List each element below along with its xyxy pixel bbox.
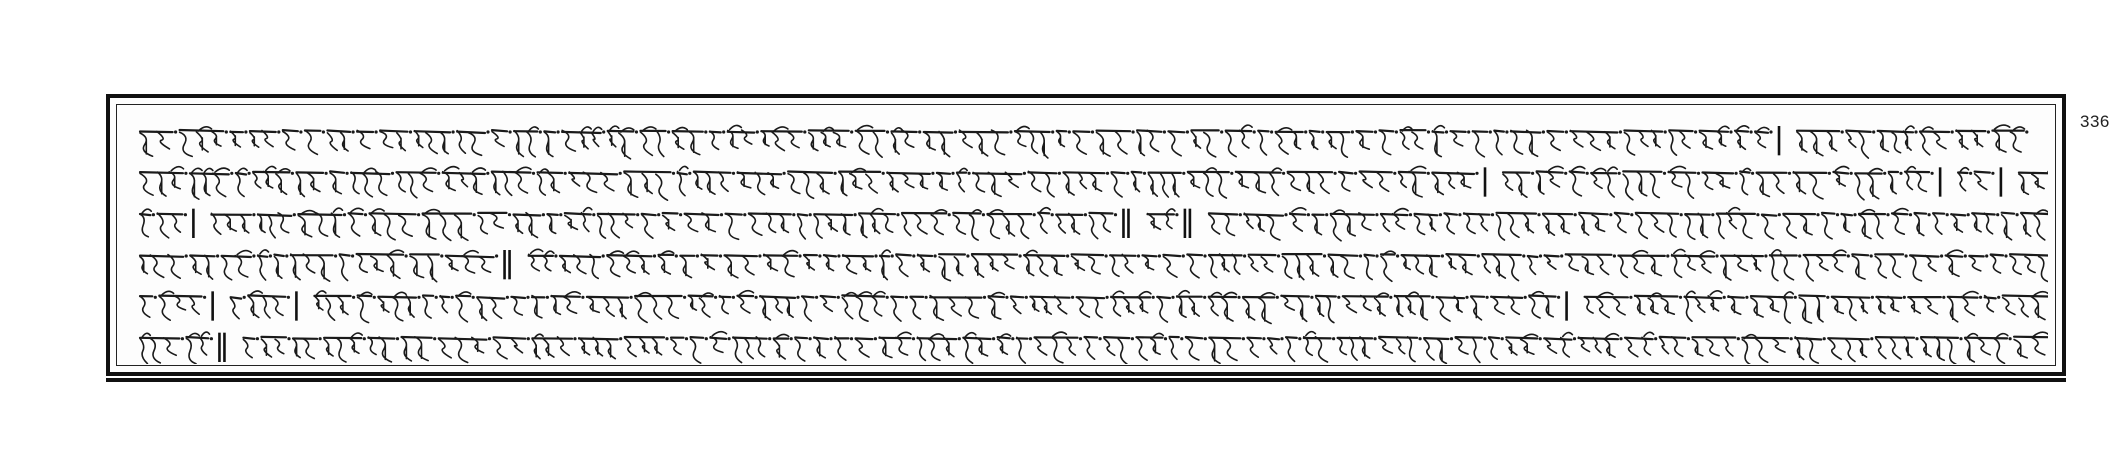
tibetan-text-lines [136,116,2048,364]
folio-border-frame [106,94,2066,376]
tibetan-text-line [140,249,2048,282]
tibetan-text-line [140,125,2028,159]
tibetan-text-block [136,116,2048,364]
tibetan-text-line [140,208,2048,241]
page-number: 336 [2080,112,2110,131]
tibetan-text-line [140,332,2048,364]
tibetan-text-line [140,166,2048,200]
tibetan-text-line [140,291,2048,324]
